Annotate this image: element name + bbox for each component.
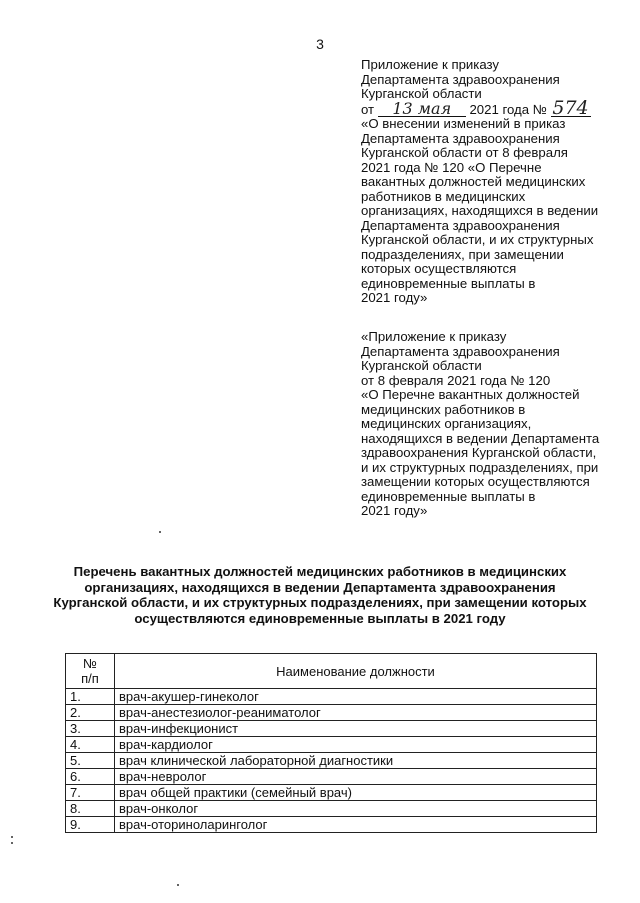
- table-row: [66, 705, 597, 721]
- handwritten-date: 13 мая: [392, 98, 452, 118]
- row-number: 2.: [66, 705, 115, 721]
- appendix-line: от 8 февраля 2021 года № 120: [361, 372, 551, 388]
- order-number-blank: [551, 96, 591, 119]
- date-prefix: от: [361, 101, 375, 117]
- body-line: вакантных должностей медицинских: [361, 174, 586, 189]
- amendment-appendix-header: [361, 58, 611, 306]
- body-line: подразделениях, при замещении: [361, 246, 564, 262]
- table-row: [66, 721, 597, 737]
- row-position: врач-анестезиолог-реаниматолог: [115, 705, 597, 721]
- row-number: 1.: [66, 689, 115, 705]
- header-number: [66, 654, 115, 689]
- row-position: врач-инфекционист: [115, 721, 597, 737]
- header-number-label: п/п: [81, 671, 99, 686]
- body-line: работников в медицинских: [361, 188, 526, 204]
- scan-speck: [11, 836, 13, 838]
- header-number-symbol: №: [83, 656, 97, 671]
- appendix-line: 2021 году»: [361, 503, 428, 518]
- handwritten-order-number: 574: [552, 96, 589, 119]
- title-line: организациях, находящихся в ведении Департамента здравоохранения: [84, 579, 556, 595]
- scan-speck: [11, 842, 13, 844]
- body-line: единовременные выплаты в: [361, 275, 536, 291]
- body-line: Курганской области, и их структурных: [361, 232, 594, 247]
- appendix-line: Курганской области: [361, 86, 482, 101]
- table-row: [66, 753, 597, 769]
- table-row: [66, 769, 597, 785]
- body-line: 2021 года № 120 «О Перечне: [361, 159, 542, 175]
- row-number: 3.: [66, 721, 115, 737]
- page-number: 3: [316, 36, 324, 52]
- row-position: врач-невролог: [115, 769, 597, 785]
- appendix-line: Департамента здравоохранения: [361, 343, 560, 359]
- date-suffix: 2021 года №: [469, 101, 547, 117]
- appendix-line: находящихся в ведении Департамента: [361, 430, 600, 446]
- title-line: Курганской области, и их структурных подразделениях, при замещении которых: [53, 595, 587, 610]
- body-line: 2021 году»: [361, 290, 428, 305]
- body-line: организациях, находящихся в ведении: [361, 203, 599, 218]
- body-line: которых осуществляются: [361, 261, 517, 276]
- table-row: [66, 817, 597, 833]
- appendix-line: и их структурных подразделениях, при: [361, 459, 599, 475]
- table-row: [66, 785, 597, 801]
- appendix-line: медицинских работников в: [361, 401, 526, 417]
- row-position: врач-оториноларинголог: [115, 817, 597, 833]
- date-blank: [378, 98, 466, 118]
- row-number: 6.: [66, 769, 115, 785]
- appendix-line: единовременные выплаты в: [361, 488, 536, 504]
- row-position: врач общей практики (семейный врач): [115, 785, 597, 801]
- appendix-line: здравоохранения Курганской области,: [361, 445, 597, 460]
- body-line: Курганской области от 8 февраля: [361, 145, 568, 160]
- appendix-line: замещении которых осуществляются: [361, 474, 590, 489]
- table-header-row: [66, 654, 597, 689]
- appendix-line: «Приложение к приказу: [361, 329, 507, 344]
- title-line: осуществляются единовременные выплаты в 2021 году: [134, 610, 506, 626]
- appendix-line: Приложение к приказу: [361, 57, 500, 72]
- row-number: 5.: [66, 753, 115, 769]
- original-appendix-header: [361, 330, 611, 519]
- row-position: врач-акушер-гинеколог: [115, 689, 597, 705]
- scan-speck: [159, 531, 161, 533]
- header-position-name: Наименование должности: [115, 654, 597, 689]
- scan-speck: [177, 884, 179, 886]
- table-row: [66, 737, 597, 753]
- row-position: врач-онколог: [115, 801, 597, 817]
- row-number: 4.: [66, 737, 115, 753]
- appendix-line: Департамента здравоохранения: [361, 71, 560, 87]
- row-number: 9.: [66, 817, 115, 833]
- title-line: Перечень вакантных должностей медицинских работников в медицинских: [73, 564, 567, 579]
- table-row: [66, 801, 597, 817]
- row-position: врач-кардиолог: [115, 737, 597, 753]
- appendix-line: Курганской области: [361, 358, 482, 373]
- document-title: [40, 564, 600, 626]
- table-row: [66, 689, 597, 705]
- body-line: Департамента здравоохранения: [361, 217, 560, 233]
- body-line: Департамента здравоохранения: [361, 130, 560, 146]
- body-line: «О внесении изменений в приказ: [361, 116, 566, 131]
- row-number: 7.: [66, 785, 115, 801]
- row-number: 8.: [66, 801, 115, 817]
- positions-table: [65, 653, 597, 833]
- appendix-line: «О Перечне вакантных должностей: [361, 387, 580, 402]
- order-date-line: [361, 96, 611, 119]
- appendix-line: медицинских организациях,: [361, 416, 532, 431]
- row-position: врач клинической лабораторной диагностики: [115, 753, 597, 769]
